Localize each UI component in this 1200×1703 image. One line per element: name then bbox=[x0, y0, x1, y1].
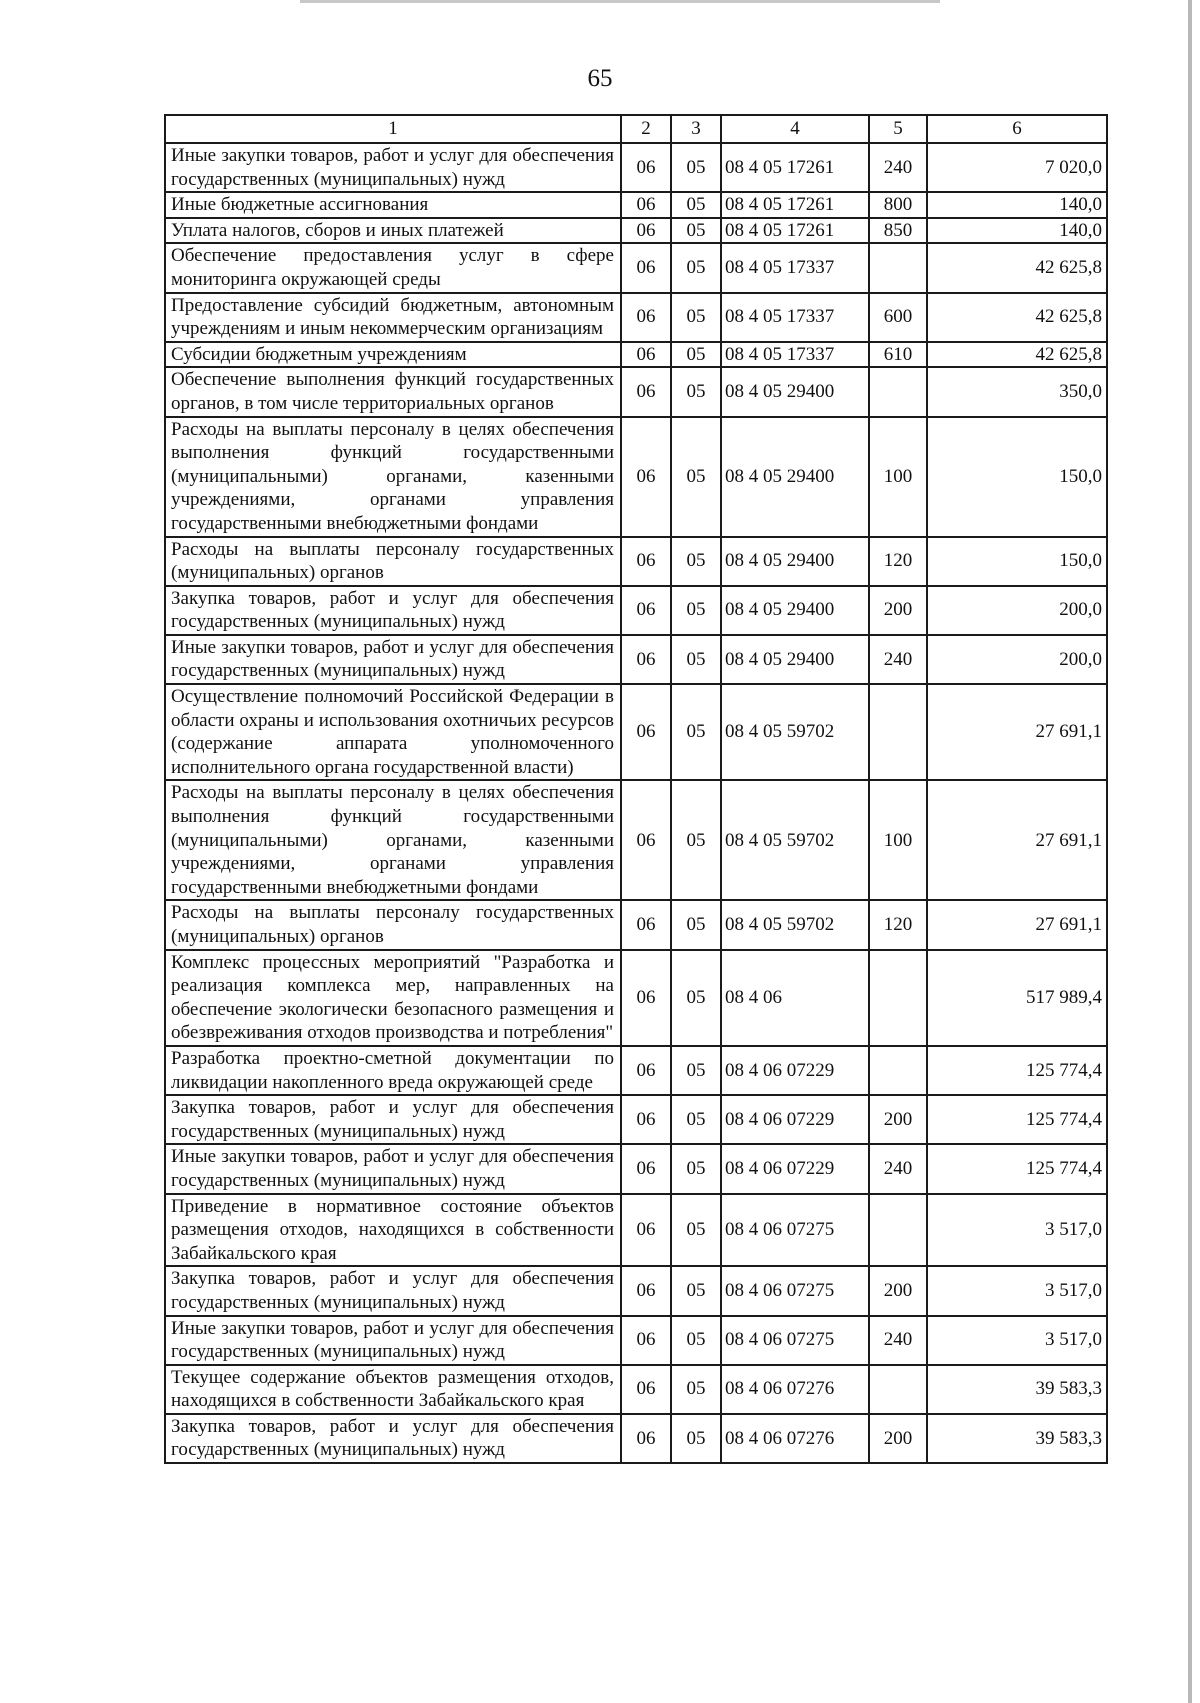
column-header: 3 bbox=[671, 115, 721, 143]
subsection-code-cell: 05 bbox=[671, 586, 721, 635]
column-header: 5 bbox=[869, 115, 927, 143]
scan-edge-right bbox=[1188, 0, 1192, 1703]
table-row bbox=[165, 1046, 1107, 1095]
target-article-cell: 08 4 05 17337 bbox=[721, 243, 869, 292]
target-article-cell: 08 4 05 29400 bbox=[721, 586, 869, 635]
expense-name-cell: Иные закупки товаров, работ и услуг для обеспечения государственных (муниципальных) нужд bbox=[165, 635, 621, 684]
amount-cell: 150,0 bbox=[927, 537, 1107, 586]
target-article-cell: 08 4 05 29400 bbox=[721, 367, 869, 416]
section-code-cell: 06 bbox=[621, 780, 671, 900]
amount-cell: 42 625,8 bbox=[927, 342, 1107, 368]
expense-name-cell: Иные бюджетные ассигнования bbox=[165, 192, 621, 218]
table-row bbox=[165, 586, 1107, 635]
section-code-cell: 06 bbox=[621, 243, 671, 292]
subsection-code-cell: 05 bbox=[671, 1095, 721, 1144]
expense-type-cell: 200 bbox=[869, 586, 927, 635]
section-code-cell: 06 bbox=[621, 1144, 671, 1193]
table-row bbox=[165, 950, 1107, 1046]
expense-name-cell: Закупка товаров, работ и услуг для обеспечения государственных (муниципальных) нужд bbox=[165, 1414, 621, 1463]
expense-type-cell: 200 bbox=[869, 1095, 927, 1144]
expense-type-cell bbox=[869, 1194, 927, 1267]
subsection-code-cell: 05 bbox=[671, 417, 721, 537]
target-article-cell: 08 4 06 07275 bbox=[721, 1194, 869, 1267]
expense-type-cell bbox=[869, 1046, 927, 1095]
target-article-cell: 08 4 05 29400 bbox=[721, 417, 869, 537]
amount-cell: 3 517,0 bbox=[927, 1266, 1107, 1315]
target-article-cell: 08 4 05 17261 bbox=[721, 143, 869, 192]
column-header: 6 bbox=[927, 115, 1107, 143]
section-code-cell: 06 bbox=[621, 192, 671, 218]
table-row bbox=[165, 1266, 1107, 1315]
target-article-cell: 08 4 06 07229 bbox=[721, 1095, 869, 1144]
amount-cell: 125 774,4 bbox=[927, 1095, 1107, 1144]
expense-name-cell: Иные закупки товаров, работ и услуг для обеспечения государственных (муниципальных) нужд bbox=[165, 1144, 621, 1193]
expense-type-cell: 100 bbox=[869, 417, 927, 537]
section-code-cell: 06 bbox=[621, 218, 671, 244]
scan-edge-top bbox=[300, 0, 940, 3]
subsection-code-cell: 05 bbox=[671, 243, 721, 292]
section-code-cell: 06 bbox=[621, 1365, 671, 1414]
expense-type-cell: 120 bbox=[869, 537, 927, 586]
table-row bbox=[165, 635, 1107, 684]
section-code-cell: 06 bbox=[621, 635, 671, 684]
expense-name-cell: Закупка товаров, работ и услуг для обеспечения государственных (муниципальных) нужд bbox=[165, 1095, 621, 1144]
section-code-cell: 06 bbox=[621, 1266, 671, 1315]
amount-cell: 517 989,4 bbox=[927, 950, 1107, 1046]
expense-name-cell: Разработка проектно-сметной документации по ликвидации накопленного вреда окружающей среде bbox=[165, 1046, 621, 1095]
target-article-cell: 08 4 06 07275 bbox=[721, 1266, 869, 1315]
expense-type-cell: 800 bbox=[869, 192, 927, 218]
table-row bbox=[165, 1194, 1107, 1267]
expense-name-cell: Предоставление субсидий бюджетным, автономным учреждениям и иным некоммерческим организациям bbox=[165, 293, 621, 342]
table-row bbox=[165, 342, 1107, 368]
table-row bbox=[165, 192, 1107, 218]
expense-name-cell: Иные закупки товаров, работ и услуг для обеспечения государственных (муниципальных) нужд bbox=[165, 1316, 621, 1365]
expense-name-cell: Закупка товаров, работ и услуг для обеспечения государственных (муниципальных) нужд bbox=[165, 586, 621, 635]
target-article-cell: 08 4 05 29400 bbox=[721, 635, 869, 684]
target-article-cell: 08 4 05 59702 bbox=[721, 900, 869, 949]
expense-type-cell: 100 bbox=[869, 780, 927, 900]
expense-type-cell: 850 bbox=[869, 218, 927, 244]
target-article-cell: 08 4 05 29400 bbox=[721, 537, 869, 586]
amount-cell: 39 583,3 bbox=[927, 1414, 1107, 1463]
table-row bbox=[165, 143, 1107, 192]
target-article-cell: 08 4 05 17261 bbox=[721, 218, 869, 244]
expense-name-cell: Расходы на выплаты персоналу государственных (муниципальных) органов bbox=[165, 537, 621, 586]
subsection-code-cell: 05 bbox=[671, 342, 721, 368]
budget-table bbox=[164, 114, 1108, 1464]
subsection-code-cell: 05 bbox=[671, 537, 721, 586]
expense-name-cell: Текущее содержание объектов размещения отходов, находящихся в собственности Забайкальского края bbox=[165, 1365, 621, 1414]
subsection-code-cell: 05 bbox=[671, 367, 721, 416]
expense-name-cell: Приведение в нормативное состояние объектов размещения отходов, находящихся в собственности Забайкальского края bbox=[165, 1194, 621, 1267]
expense-name-cell: Комплекс процессных мероприятий "Разработка и реализация комплекса мер, направленных на обеспечение экологически безопасного размещения и обезвреживания отходов производства и потребления" bbox=[165, 950, 621, 1046]
table-row bbox=[165, 218, 1107, 244]
subsection-code-cell: 05 bbox=[671, 900, 721, 949]
amount-cell: 27 691,1 bbox=[927, 900, 1107, 949]
amount-cell: 39 583,3 bbox=[927, 1365, 1107, 1414]
table-row bbox=[165, 1316, 1107, 1365]
subsection-code-cell: 05 bbox=[671, 950, 721, 1046]
expense-type-cell bbox=[869, 950, 927, 1046]
subsection-code-cell: 05 bbox=[671, 293, 721, 342]
expense-type-cell bbox=[869, 243, 927, 292]
table-row bbox=[165, 243, 1107, 292]
table-row bbox=[165, 684, 1107, 780]
subsection-code-cell: 05 bbox=[671, 143, 721, 192]
column-header: 2 bbox=[621, 115, 671, 143]
table-row bbox=[165, 367, 1107, 416]
section-code-cell: 06 bbox=[621, 900, 671, 949]
table-row bbox=[165, 1144, 1107, 1193]
amount-cell: 150,0 bbox=[927, 417, 1107, 537]
expense-type-cell: 200 bbox=[869, 1414, 927, 1463]
subsection-code-cell: 05 bbox=[671, 1266, 721, 1315]
section-code-cell: 06 bbox=[621, 367, 671, 416]
target-article-cell: 08 4 05 17337 bbox=[721, 342, 869, 368]
expense-type-cell: 240 bbox=[869, 143, 927, 192]
subsection-code-cell: 05 bbox=[671, 1365, 721, 1414]
expense-name-cell: Обеспечение предоставления услуг в сфере мониторинга окружающей среды bbox=[165, 243, 621, 292]
subsection-code-cell: 05 bbox=[671, 1144, 721, 1193]
expense-type-cell: 240 bbox=[869, 1144, 927, 1193]
subsection-code-cell: 05 bbox=[671, 780, 721, 900]
target-article-cell: 08 4 06 07276 bbox=[721, 1414, 869, 1463]
section-code-cell: 06 bbox=[621, 684, 671, 780]
amount-cell: 350,0 bbox=[927, 367, 1107, 416]
expense-type-cell: 600 bbox=[869, 293, 927, 342]
subsection-code-cell: 05 bbox=[671, 635, 721, 684]
section-code-cell: 06 bbox=[621, 1316, 671, 1365]
section-code-cell: 06 bbox=[621, 293, 671, 342]
section-code-cell: 06 bbox=[621, 1095, 671, 1144]
amount-cell: 3 517,0 bbox=[927, 1194, 1107, 1267]
amount-cell: 7 020,0 bbox=[927, 143, 1107, 192]
expense-name-cell: Расходы на выплаты персоналу в целях обеспечения выполнения функций государственными (муниципальными) органами, казенными учреждениями, органами управления государственными внебюджетными фондами bbox=[165, 780, 621, 900]
amount-cell: 140,0 bbox=[927, 192, 1107, 218]
expense-name-cell: Обеспечение выполнения функций государственных органов, в том числе территориальных органов bbox=[165, 367, 621, 416]
subsection-code-cell: 05 bbox=[671, 1194, 721, 1267]
expense-type-cell: 610 bbox=[869, 342, 927, 368]
amount-cell: 200,0 bbox=[927, 586, 1107, 635]
section-code-cell: 06 bbox=[621, 143, 671, 192]
expense-type-cell bbox=[869, 1365, 927, 1414]
target-article-cell: 08 4 06 bbox=[721, 950, 869, 1046]
expense-type-cell: 120 bbox=[869, 900, 927, 949]
expense-name-cell: Уплата налогов, сборов и иных платежей bbox=[165, 218, 621, 244]
section-code-cell: 06 bbox=[621, 1046, 671, 1095]
subsection-code-cell: 05 bbox=[671, 684, 721, 780]
amount-cell: 27 691,1 bbox=[927, 780, 1107, 900]
expense-name-cell: Субсидии бюджетным учреждениям bbox=[165, 342, 621, 368]
subsection-code-cell: 05 bbox=[671, 1046, 721, 1095]
table-row bbox=[165, 537, 1107, 586]
subsection-code-cell: 05 bbox=[671, 1316, 721, 1365]
section-code-cell: 06 bbox=[621, 537, 671, 586]
amount-cell: 125 774,4 bbox=[927, 1144, 1107, 1193]
subsection-code-cell: 05 bbox=[671, 218, 721, 244]
section-code-cell: 06 bbox=[621, 417, 671, 537]
table-row bbox=[165, 293, 1107, 342]
table-row bbox=[165, 1414, 1107, 1463]
column-header: 4 bbox=[721, 115, 869, 143]
target-article-cell: 08 4 06 07229 bbox=[721, 1046, 869, 1095]
table-row bbox=[165, 780, 1107, 900]
section-code-cell: 06 bbox=[621, 1194, 671, 1267]
amount-cell: 140,0 bbox=[927, 218, 1107, 244]
subsection-code-cell: 05 bbox=[671, 1414, 721, 1463]
section-code-cell: 06 bbox=[621, 586, 671, 635]
expense-name-cell: Закупка товаров, работ и услуг для обеспечения государственных (муниципальных) нужд bbox=[165, 1266, 621, 1315]
target-article-cell: 08 4 05 59702 bbox=[721, 684, 869, 780]
table-row bbox=[165, 417, 1107, 537]
expense-type-cell: 240 bbox=[869, 635, 927, 684]
section-code-cell: 06 bbox=[621, 950, 671, 1046]
table-row bbox=[165, 1095, 1107, 1144]
expense-type-cell bbox=[869, 367, 927, 416]
section-code-cell: 06 bbox=[621, 1414, 671, 1463]
amount-cell: 3 517,0 bbox=[927, 1316, 1107, 1365]
target-article-cell: 08 4 05 59702 bbox=[721, 780, 869, 900]
expense-name-cell: Расходы на выплаты персоналу государственных (муниципальных) органов bbox=[165, 900, 621, 949]
table-body bbox=[165, 143, 1107, 1463]
amount-cell: 200,0 bbox=[927, 635, 1107, 684]
expense-type-cell: 240 bbox=[869, 1316, 927, 1365]
target-article-cell: 08 4 06 07229 bbox=[721, 1144, 869, 1193]
table-row bbox=[165, 900, 1107, 949]
expense-name-cell: Расходы на выплаты персоналу в целях обеспечения выполнения функций государственными (муниципальными) органами, казенными учреждениями, органами управления государственными внебюджетными фондами bbox=[165, 417, 621, 537]
amount-cell: 27 691,1 bbox=[927, 684, 1107, 780]
expense-type-cell: 200 bbox=[869, 1266, 927, 1315]
target-article-cell: 08 4 05 17337 bbox=[721, 293, 869, 342]
amount-cell: 42 625,8 bbox=[927, 293, 1107, 342]
expense-name-cell: Иные закупки товаров, работ и услуг для обеспечения государственных (муниципальных) нужд bbox=[165, 143, 621, 192]
amount-cell: 125 774,4 bbox=[927, 1046, 1107, 1095]
target-article-cell: 08 4 05 17261 bbox=[721, 192, 869, 218]
table-header-row bbox=[165, 115, 1107, 143]
target-article-cell: 08 4 06 07275 bbox=[721, 1316, 869, 1365]
target-article-cell: 08 4 06 07276 bbox=[721, 1365, 869, 1414]
amount-cell: 42 625,8 bbox=[927, 243, 1107, 292]
column-header: 1 bbox=[165, 115, 621, 143]
table-row bbox=[165, 1365, 1107, 1414]
page-number: 65 bbox=[587, 65, 613, 92]
expense-name-cell: Осуществление полномочий Российской Федерации в области охраны и использования охотничьих ресурсов (содержание аппарата уполномоченного исполнительного органа государственной власти) bbox=[165, 684, 621, 780]
section-code-cell: 06 bbox=[621, 342, 671, 368]
expense-type-cell bbox=[869, 684, 927, 780]
subsection-code-cell: 05 bbox=[671, 192, 721, 218]
